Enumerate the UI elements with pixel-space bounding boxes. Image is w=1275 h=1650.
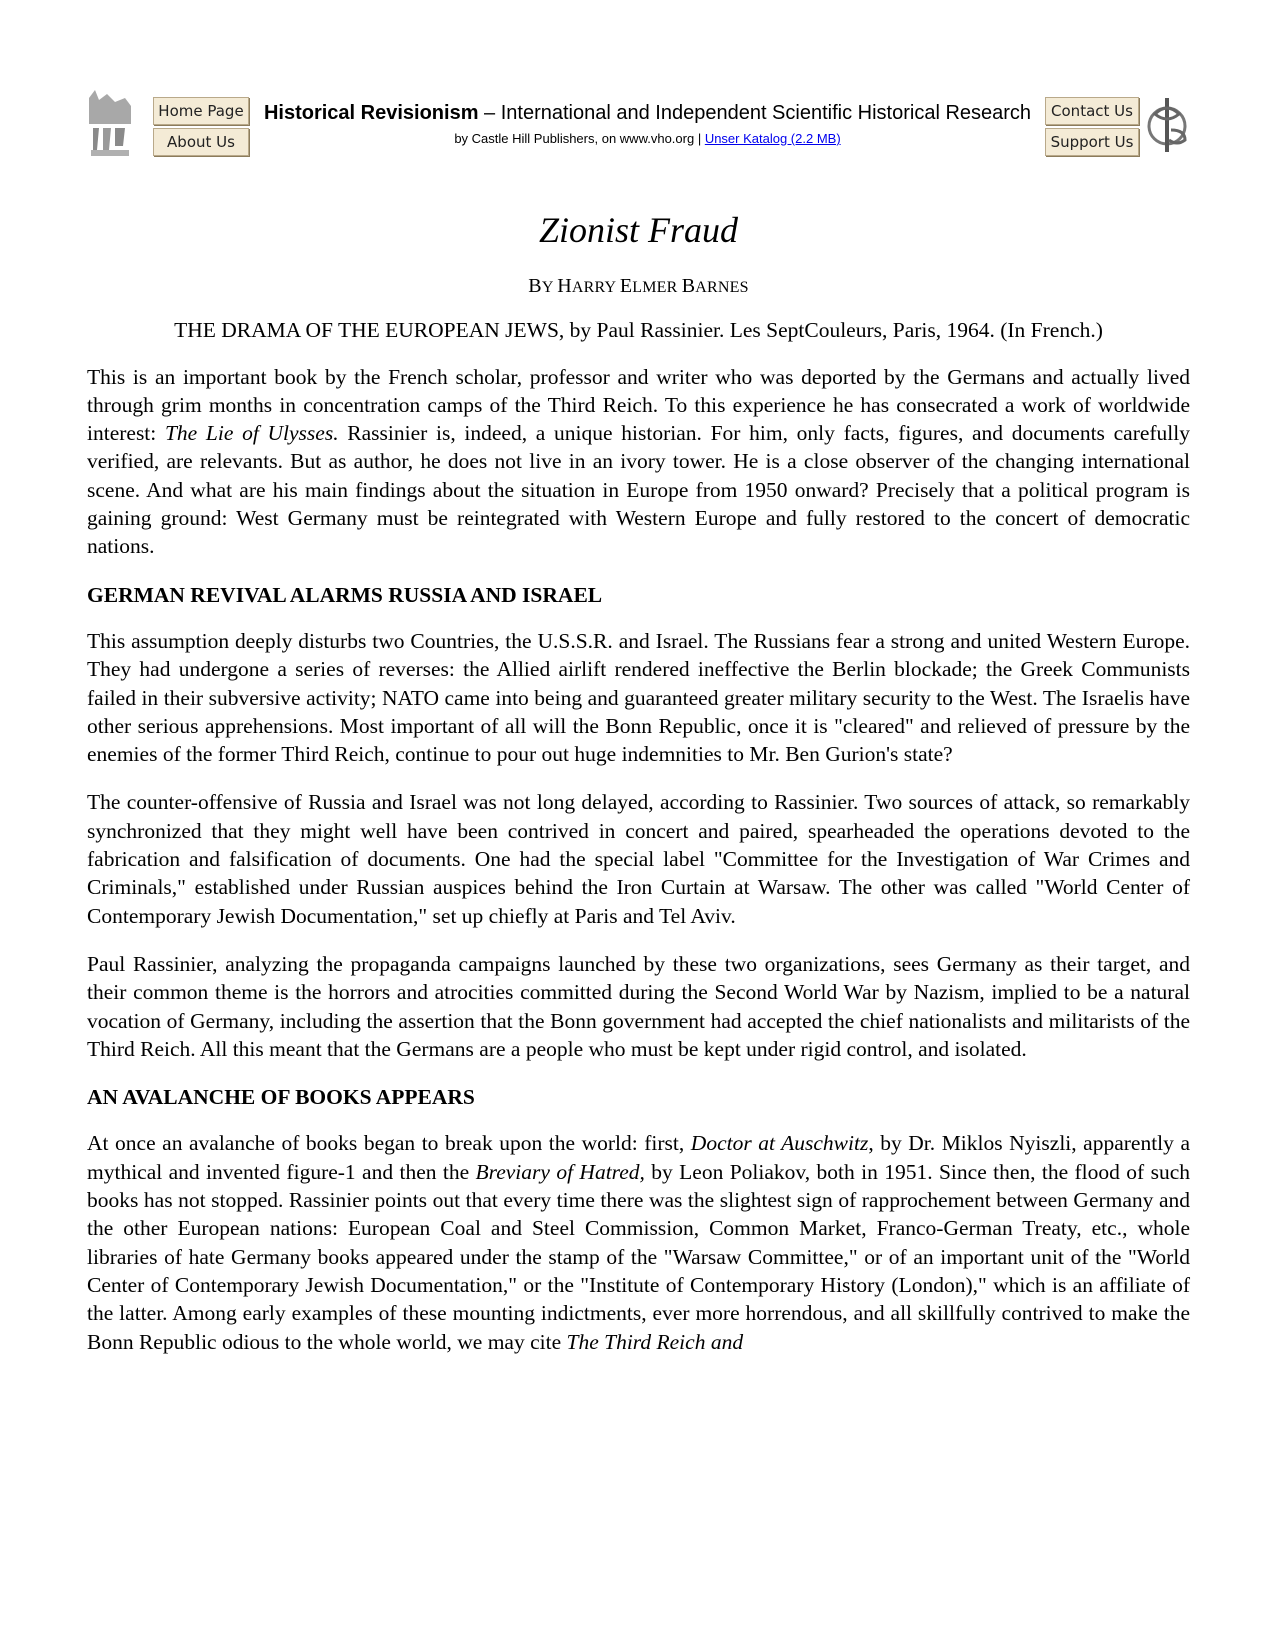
about-us-button[interactable]: About Us	[153, 128, 249, 156]
site-subtitle	[255, 131, 1040, 146]
section-heading-2: AN AVALANCHE OF BOOKS APPEARS	[87, 1085, 475, 1110]
castle-hill-logo-icon[interactable]	[85, 88, 135, 158]
paragraph-5	[87, 1129, 1190, 1355]
byline-part: LMER	[632, 279, 682, 296]
byline-part: ARRY	[571, 279, 620, 296]
byline-part: Y	[541, 279, 558, 296]
book-title-italic: Doctor at Auschwitz	[690, 1131, 869, 1156]
article	[87, 208, 1190, 1356]
site-title	[255, 102, 1040, 125]
contact-us-button[interactable]: Contact Us	[1045, 97, 1139, 125]
paragraph-text: , by Dr. Miklos Nyiszli, apparently a mythical and invented figure-1 and then the	[87, 1131, 1190, 1184]
book-title-italic: The Third Reich and	[566, 1329, 744, 1354]
paragraph-text: by Leon Poliakov, both in 1951. Since then, the flood of such books has not stopped. Rassinier points out that every time there was the slightest sign of rapprochement between Germany and the other European nations: European Coal and Steel Commission, Common Market, Franco-German Treaty, etc., whole libraries of hate Germany books appeared under the stamp of the "Warsaw Committee," or of an important unit of the "World Center of Contemporary Jewish Documentation," or the "Institute of Contemporary History (London)," which is an affiliate of the latter. Among early examples of these mounting indictments, ever more horrendous, and all skillfully contrived to make the Bonn Republic odious to the whole world, we may cite	[87, 1159, 1190, 1354]
article-title: Zionist Fraud	[538, 210, 739, 250]
catalog-link[interactable]: Unser Katalog (2.2 MB)	[704, 131, 841, 146]
support-us-button[interactable]: Support Us	[1045, 128, 1139, 156]
paragraph-3: The counter-offensive of Russia and Israel was not long delayed, according to Rassinier. Two sources of attack, so remarkably synchronized that they might well have been contrived in concert and paired, spearheaded the operations devoted to the fabrication and falsification of documents. One had the special label "Committee for the Investigation of War Crimes and Criminals," established under Russian auspices behind the Iron Curtain at Warsaw. The other was called "World Center of Contemporary Jewish Documentation," set up chiefly at Paris and Tel Aviv.	[87, 790, 1190, 928]
paragraph-1	[87, 363, 1190, 561]
site-name: Historical Revisionism	[263, 102, 479, 124]
paragraph-text: Rassinier is, indeed, a unique historian. For him, only facts, figures, and documents carefully verified, are relevants. But as author, he does not live in an ivory tower. He is a close observer of the changing international scene. And what are his main findings about the situation in Europe from 1950 onward? Precisely that a political program is gaining ground: West Germany must be reintegrated with Western Europe and fully restored to the concert of democratic nations.	[87, 421, 1190, 559]
paragraph-4: Paul Rassinier, analyzing the propaganda campaigns launched by these two organizations, sees Germany as their target, and their common theme is the horrors and atrocities committed during the Second World War by Nazism, implied to be a natural vocation of Germany, including the assertion that the Bonn government had accepted the chief nationalists and militarists of the Third Reich. All this meant that the Germans are a people who must be kept under rigid control, and isolated.	[87, 951, 1190, 1061]
byline-part: E	[619, 275, 633, 297]
byline-part: ARNES	[695, 279, 749, 296]
byline-part: H	[557, 275, 572, 297]
publisher-text: by Castle Hill Publishers, on www.vho.org |	[454, 131, 705, 146]
book-reference: THE DRAMA OF THE EUROPEAN JEWS, by Paul Rassinier. Les SeptCouleurs, Paris, 1964. (In French.)	[174, 318, 1103, 343]
section-heading-1: GERMAN REVIVAL ALARMS RUSSIA AND ISRAEL	[87, 582, 603, 607]
byline-part: B	[681, 275, 696, 297]
home-page-button[interactable]: Home Page	[153, 97, 249, 125]
paragraph-text: At once an avalanche of books began to break upon the world: first,	[87, 1131, 691, 1156]
book-title-italic: Breviary of Hatred,	[475, 1159, 645, 1184]
vho-logo-icon[interactable]	[1145, 94, 1191, 154]
book-title-italic: The Lie of Ulysses.	[164, 421, 339, 446]
site-tagline: – International and Independent Scientific Historical Research	[478, 102, 1032, 124]
site-header	[85, 88, 1190, 166]
paragraph-2: This assumption deeply disturbs two Countries, the U.S.S.R. and Israel. The Russians fear a strong and united Western Europe. They had undergone a series of reverses: the Allied airlift rendered ineffective the Berlin blockade; the Greek Communists failed in their subversive activity; NATO came into being and guaranteed greater military security to the West. The Israelis have other serious apprehensions. Most important of all will the Bonn Republic, once it is "cleared" and relieved of pressure by the enemies of the former Third Reich, continue to pour out huge indemnities to Mr. Ben Gurion's state?	[87, 628, 1190, 767]
paragraph-text: This is an important book by the French scholar, professor and writer who was deported by the Germans and actually lived through grim months in concentration camps of the Third Reich. To this experience he has consecrated a work of worldwide interest:	[87, 364, 1190, 446]
byline-part: B	[528, 275, 542, 297]
article-byline	[87, 272, 1190, 302]
